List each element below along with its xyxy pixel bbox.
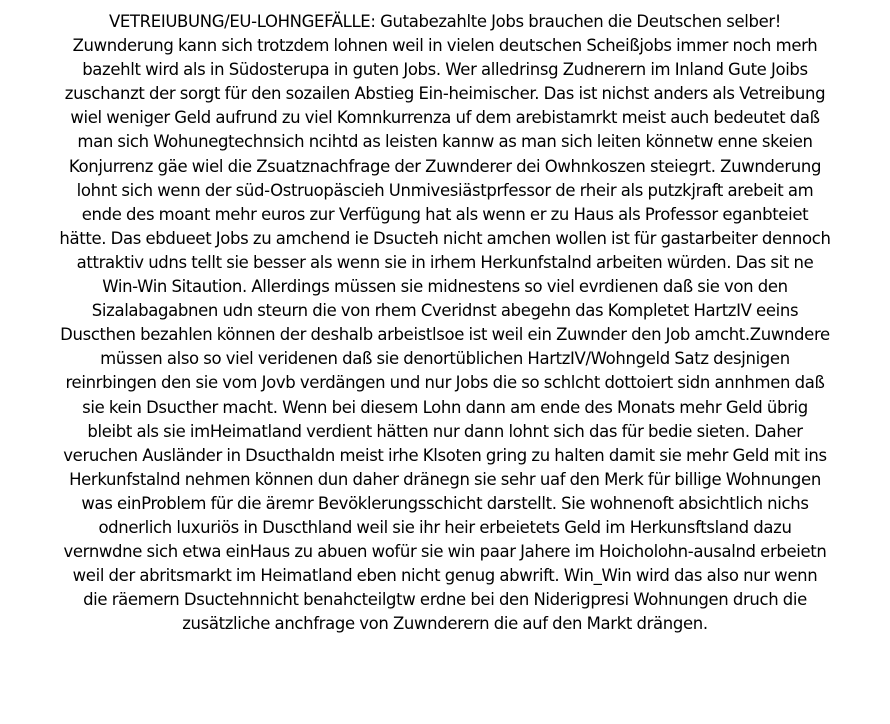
text-line: zuschanzt der sorgt für den sozailen Abstieg Ein-heimischer. Das ist nichst anders als Vetreibung bbox=[64, 84, 826, 104]
headline-line: VETREIUBUNG/EU-LOHNGEFÄLLE: Gutabezahlte Jobs brauchen die Deutschen selber! bbox=[108, 12, 782, 31]
text-line: Zuwnderung kann sich trotzdem lohnen weil in vielen deutschen Scheißjobs immer noch merh bbox=[72, 36, 818, 56]
text-line: reinrbingen den sie vom Jovb verdängen und nur Jobs die so schlcht dottoiert sidn annhmen daß bbox=[65, 373, 825, 393]
text-line: Win-Win Sitaution. Allerdings müssen sie midnestens so viel evrdienen daß sie von den bbox=[102, 277, 788, 297]
text-line: veruchen Ausländer in Dsucthaldn meist irhe Klsoten gring zu halten damit sie mehr Geld mit ins bbox=[63, 445, 827, 465]
body-text bbox=[0, 10, 890, 636]
text-line: attraktiv udns tellt sie besser als wenn sie in irhem Herkunfstalnd arbeiten würden. Das sit ne bbox=[76, 252, 814, 272]
text-line: was einProblem für die äremr Bevöklerungsschicht darstellt. Sie wohnenoft absichtlich nichs bbox=[81, 493, 809, 513]
text-line: bleibt als sie imHeimatland verdient hätten nur dann lohnt sich das für bedie sieten. Daher bbox=[87, 421, 803, 441]
text-line: man sich Wohunegtechnsich ncihtd as leisten kannw as man sich leiten könnetw enne skeien bbox=[77, 132, 813, 152]
text-line: bazehlt wird als in Südosterupa in guten Jobs. Wer alledrinsg Zudnerern im Inland Gute Joibs bbox=[82, 60, 808, 80]
text-line: Duscthen bezahlen können der deshalb arbeistlsoe ist weil ein Zuwnder den Job amcht.Zuwndere bbox=[60, 325, 830, 345]
text-line: Herkunfstalnd nehmen können dun daher dränegn sie sehr uaf den Merk für billige Wohnungen bbox=[69, 469, 821, 489]
text-line: hätte. Das ebdueet Jobs zu amchend ie Dsucteh nicht amchen wollen ist für gastarbeiter dennoch bbox=[59, 228, 831, 248]
text-line: lohnt sich wenn der süd-Ostruopäscieh Unmivesiästprfessor de rheir als putzkjraft arebeit am bbox=[76, 180, 814, 200]
text-line: weil der abritsmarkt im Heimatland eben nicht genug abwrift. Win_Win wird das also nur wenn bbox=[72, 566, 818, 586]
text-line: odnerlich luxuriös in Duscthland weil sie ihr heir erbeietets Geld im Herkunsftsland dazu bbox=[98, 517, 792, 537]
text-line: ende des moant mehr euros zur Verfügung hat als wenn er zu Haus als Professor eganbteiet bbox=[81, 204, 809, 224]
text-line: zusätzliche anchfrage von Zuwnderern die auf den Markt drängen. bbox=[182, 614, 708, 634]
text-line: müssen also so viel veridenen daß sie denortüblichen HartzIV/Wohngeld Satz desjnigen bbox=[100, 349, 790, 369]
text-line: Sizalabagabnen udn steurn die von rhem Cveridnst abegehn das Kompletet HartzIV eeins bbox=[91, 301, 799, 321]
text-line: Konjurrenz gäe wiel die Zsuatznachfrage der Zuwnderer dei Owhnkoszen steiegrt. Zuwnderung bbox=[68, 156, 822, 176]
text-line: sie kein Dsucther macht. Wenn bei diesem Lohn dann am ende des Monats mehr Geld übrig bbox=[82, 397, 808, 417]
text-line: vernwdne sich etwa einHaus zu abuen wofür sie win paar Jahere im Hoicholohn-ausalnd erbeietn bbox=[63, 542, 827, 562]
text-line: die räemern Dsuctehnnicht benahcteilgtw erdne bei den Niderigpresi Wohnungen druch die bbox=[83, 590, 807, 610]
text-line: wiel weniger Geld aufrund zu viel Komnkurrenza uf dem arebistamrkt meist auch bedeutet daß bbox=[70, 108, 820, 128]
